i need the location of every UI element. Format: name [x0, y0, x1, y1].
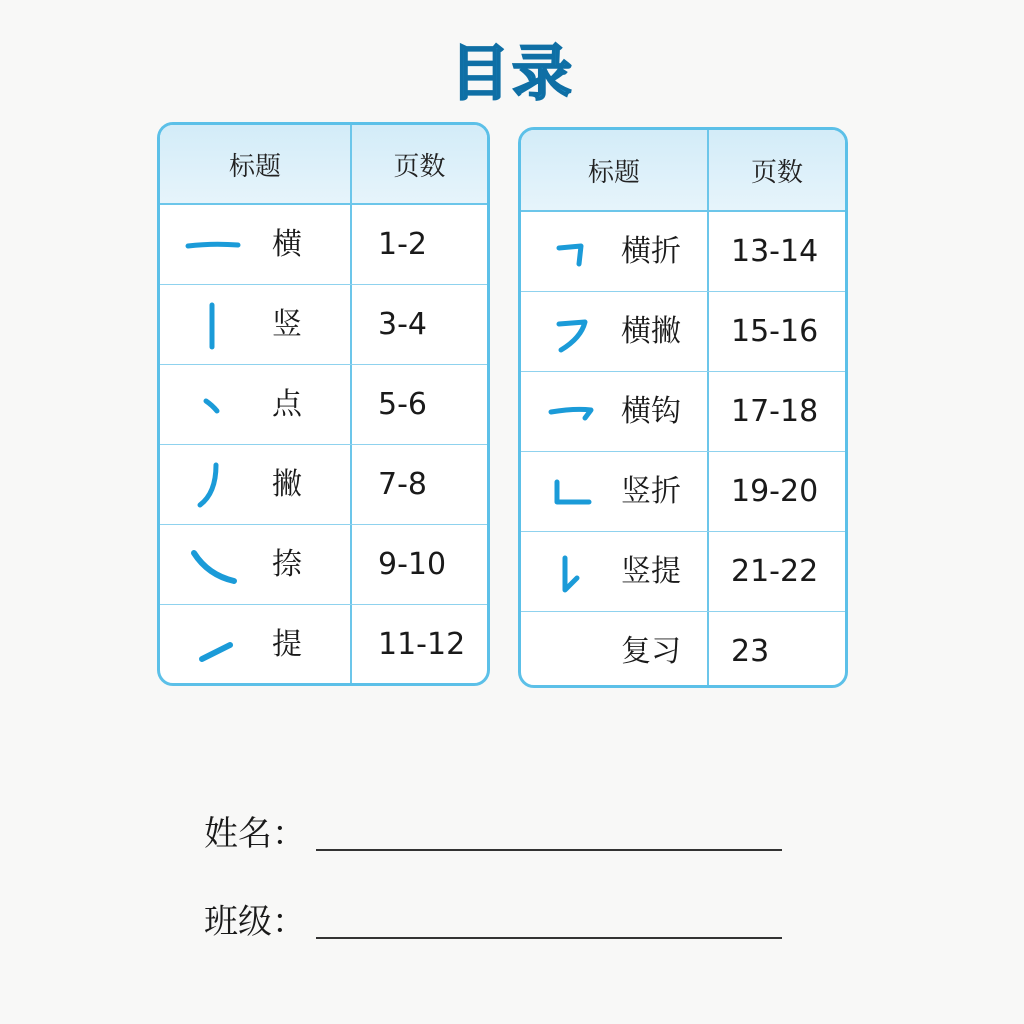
table-row [160, 285, 487, 365]
rising-stroke-icon [182, 619, 242, 671]
stroke-name: 撇 [272, 467, 302, 502]
stroke-name: 横钩 [621, 394, 681, 429]
stroke-name: 横 [272, 227, 302, 262]
table-row [160, 445, 487, 525]
table-row [160, 605, 487, 685]
table-header [521, 130, 845, 212]
table-row [521, 452, 845, 532]
table-header [160, 125, 487, 205]
toc-table-left [157, 122, 490, 686]
page-range: 1-2 [378, 227, 427, 262]
horizontal-left-falling-stroke-icon [547, 306, 599, 358]
stroke-name: 捺 [272, 547, 302, 582]
left-falling-stroke-icon [182, 459, 242, 511]
table-row [521, 532, 845, 612]
table-row [521, 612, 845, 688]
vertical-turning-stroke-icon [547, 466, 599, 518]
right-falling-stroke-icon [182, 539, 242, 591]
stroke-name: 竖提 [621, 554, 681, 589]
vertical-rising-stroke-icon [547, 546, 599, 598]
table-row [521, 292, 845, 372]
header-title: 标题 [521, 130, 709, 210]
stroke-name: 竖 [272, 307, 302, 342]
page-range: 3-4 [378, 307, 427, 342]
vertical-stroke-icon [182, 299, 242, 351]
header-pages: 页数 [750, 157, 803, 188]
name-field[interactable] [204, 806, 782, 855]
table-row [521, 372, 845, 452]
stroke-name: 横折 [621, 234, 681, 269]
horizontal-stroke-icon [182, 219, 242, 271]
page-range: 9-10 [378, 547, 447, 582]
stroke-name: 提 [272, 627, 302, 662]
name-label: 姓名： [204, 814, 306, 854]
page-title: 目录 [450, 39, 574, 109]
name-line[interactable] [316, 849, 782, 851]
horizontal-turning-stroke-icon [547, 226, 599, 278]
header-pages: 页数 [393, 151, 446, 182]
table-row [160, 205, 487, 285]
horizontal-hook-stroke-icon [547, 386, 599, 438]
page-range: 19-20 [731, 474, 819, 509]
class-label: 班级： [204, 902, 306, 942]
page-range: 11-12 [378, 627, 466, 662]
toc-table-right [518, 127, 848, 688]
stroke-name: 横撇 [621, 314, 681, 349]
page-range: 21-22 [731, 554, 819, 589]
table-row [521, 212, 845, 292]
page-range: 5-6 [378, 387, 427, 422]
page-range: 17-18 [731, 394, 819, 429]
page-range: 13-14 [731, 234, 819, 269]
page-range: 7-8 [378, 467, 427, 502]
class-field[interactable] [204, 894, 782, 943]
page-range: 15-16 [731, 314, 819, 349]
header-title: 标题 [160, 125, 352, 203]
class-line[interactable] [316, 937, 782, 939]
table-row [160, 525, 487, 605]
stroke-name: 复习 [621, 634, 681, 669]
stroke-name: 竖折 [621, 474, 681, 509]
table-row [160, 365, 487, 445]
stroke-name: 点 [272, 387, 302, 422]
dot-stroke-icon [182, 379, 242, 431]
page-range: 23 [731, 634, 770, 669]
